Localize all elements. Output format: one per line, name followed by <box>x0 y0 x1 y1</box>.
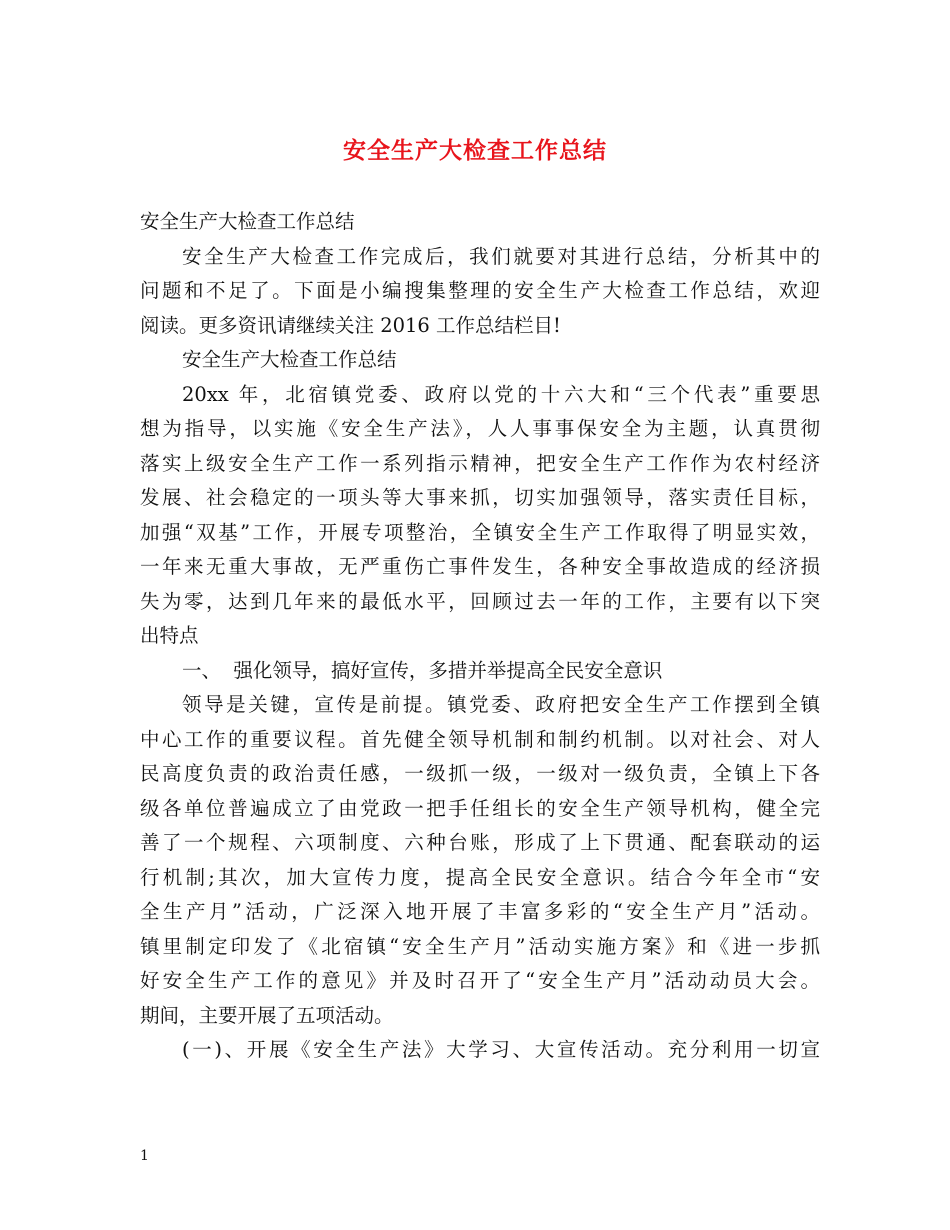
text-line: 镇里制定印发了《北宿镇“安全生产月”活动实施方案》和《进一步抓 <box>140 934 820 958</box>
text-line: 20xx 年，北宿镇党委、政府以党的十六大和“三个代表”重要思 <box>182 382 820 406</box>
text-line: 全生产月”活动，广泛深入地开展了丰富多彩的“安全生产月”活动。 <box>140 900 820 923</box>
text-line: 好安全生产工作的意见》并及时召开了“安全生产月”活动动员大会。 <box>140 969 820 992</box>
text-line: 中心工作的重要议程。首先健全领导机制和制约机制。以对社会、对人 <box>140 727 820 751</box>
text-line: 阅读。更多资讯请继续关注 2016 工作总结栏目! <box>140 313 561 337</box>
text-line: 加强“双基”工作，开展专项整治，全镇安全生产工作取得了明显实效， <box>140 520 820 544</box>
document-title: 安全生产大检查工作总结 <box>343 138 607 164</box>
text-line: 领导是关键，宣传是前提。镇党委、政府把安全生产工作摆到全镇 <box>182 693 820 716</box>
text-line: 级各单位普遍成立了由党政一把手任组长的安全生产领导机构，健全完 <box>140 796 820 820</box>
text-line: 行机制;其次，加大宣传力度，提高全民安全意识。结合今年全市“安 <box>140 865 820 889</box>
page-number: 1 <box>140 1148 149 1164</box>
text-line: 期间，主要开展了五项活动。 <box>140 1003 394 1027</box>
section-heading: 一、 强化领导，搞好宣传，多措并举提高全民安全意识 <box>182 658 663 682</box>
document-body <box>140 205 820 1068</box>
text-line: 民高度负责的政治责任感，一级抓一级，一级对一级负责，全镇上下各 <box>140 762 820 785</box>
text-line: 问题和不足了。下面是小编搜集整理的安全生产大检查工作总结，欢迎 <box>140 279 820 302</box>
text-line: 一年来无重大事故，无严重伤亡事件发生，各种安全事故造成的经济损 <box>140 555 820 578</box>
text-line: (一)、开展《安全生产法》大学习、大宣传活动。充分利用一切宣 <box>182 1038 820 1061</box>
text-line: 想为指导，以实施《安全生产法》，人人事事保安全为主题，认真贯彻 <box>140 417 820 440</box>
text-line: 落实上级安全生产工作一系列指示精神，把安全生产工作作为农村经济 <box>140 451 820 475</box>
text-line: 安全生产大检查工作总结 <box>140 210 355 233</box>
text-line: 发展、社会稳定的一项头等大事来抓，切实加强领导，落实责任目标， <box>140 486 820 509</box>
text-line: 失为零，达到几年来的最低水平，回顾过去一年的工作，主要有以下突 <box>140 589 820 613</box>
text-line: 出特点 <box>140 624 199 647</box>
text-line: 安全生产大检查工作总结 <box>182 348 397 371</box>
text-line: 安全生产大检查工作完成后，我们就要对其进行总结，分析其中的 <box>182 244 820 268</box>
text-line: 善了一个规程、六项制度、六种台账，形成了上下贯通、配套联动的运 <box>140 831 820 854</box>
